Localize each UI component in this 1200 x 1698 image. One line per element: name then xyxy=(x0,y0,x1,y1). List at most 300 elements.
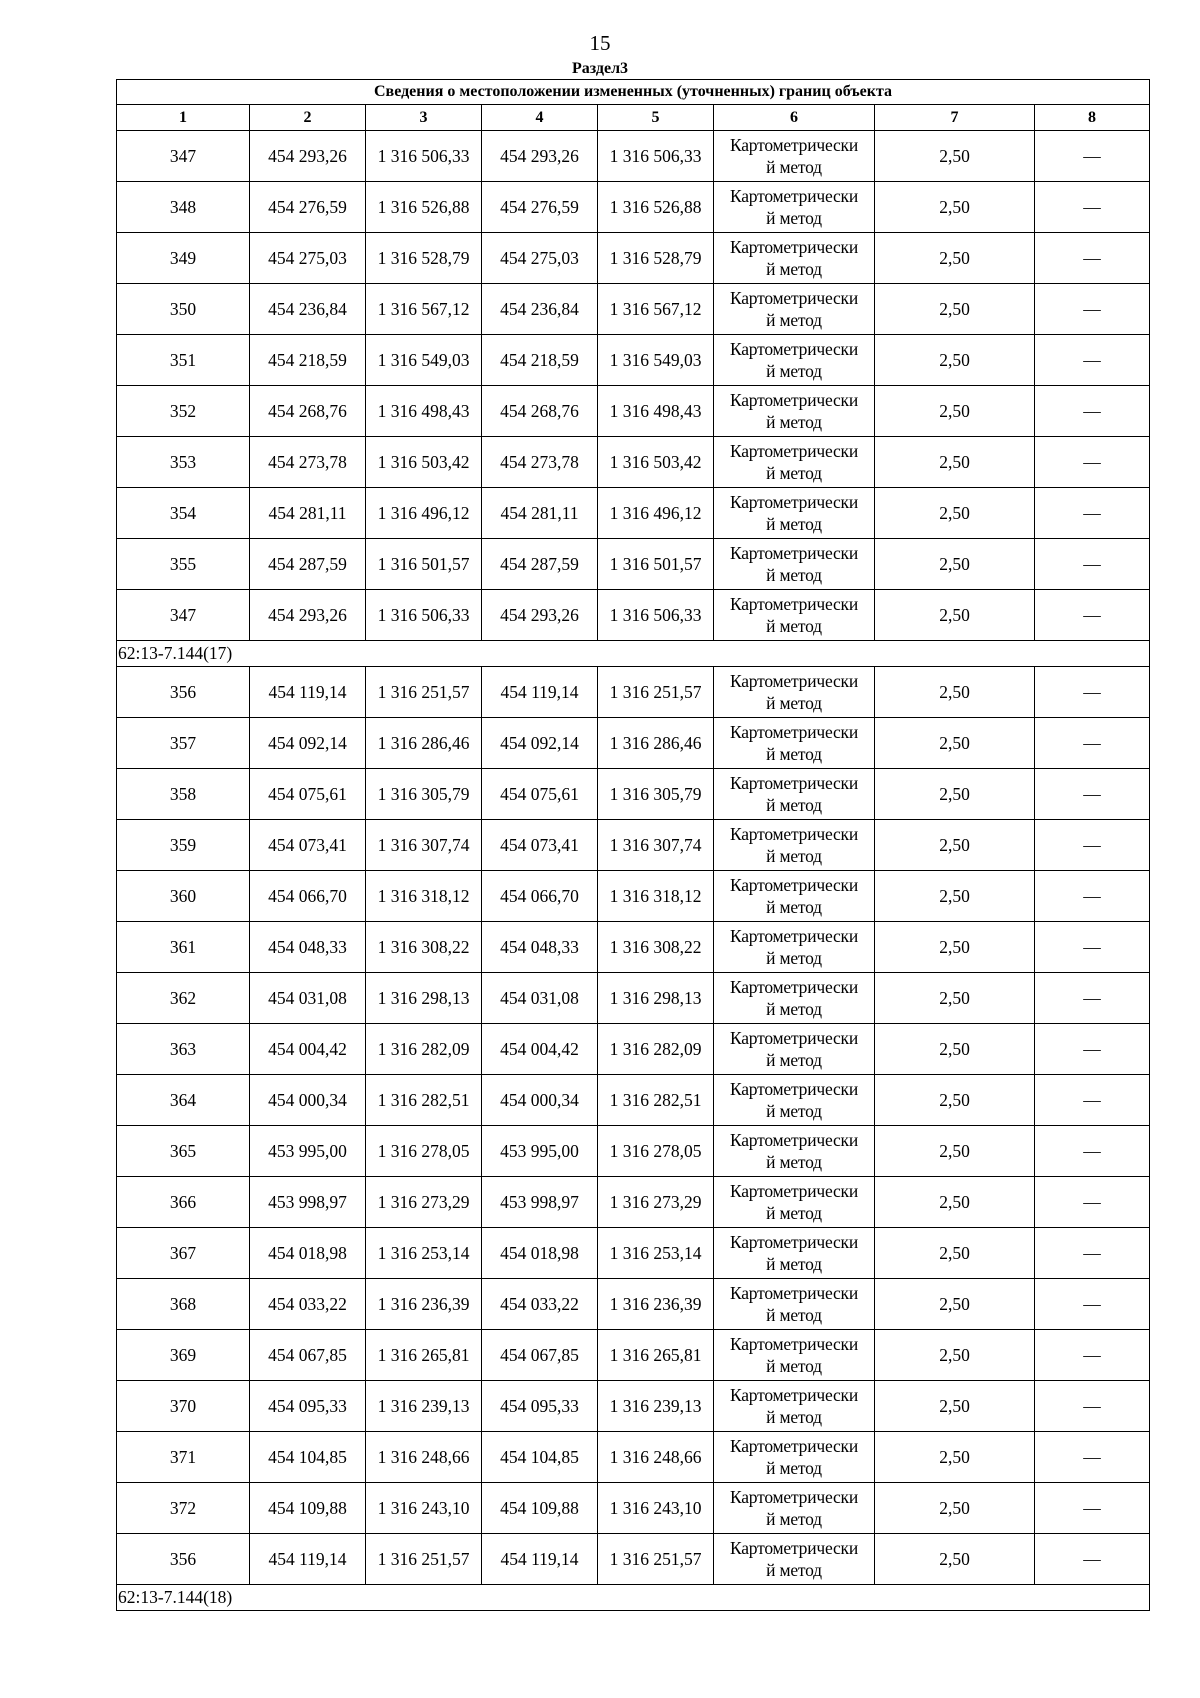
x-new: 454 268,76 xyxy=(482,386,598,437)
table-row xyxy=(117,1432,1150,1483)
accuracy: 2,50 xyxy=(875,539,1035,590)
method-line-1: Картометрически xyxy=(729,1130,859,1150)
method-line-1: Картометрически xyxy=(729,339,859,359)
description: — xyxy=(1035,718,1150,769)
point-number: 347 xyxy=(117,131,250,182)
point-number: 363 xyxy=(117,1024,250,1075)
y-old: 1 316 496,12 xyxy=(366,488,482,539)
x-new: 454 293,26 xyxy=(482,590,598,641)
method-cell xyxy=(714,1279,875,1330)
point-number: 364 xyxy=(117,1075,250,1126)
x-new: 454 033,22 xyxy=(482,1279,598,1330)
x-old: 454 276,59 xyxy=(250,182,366,233)
method-line-2: й метод xyxy=(766,1560,822,1580)
point-number: 372 xyxy=(117,1483,250,1534)
description: — xyxy=(1035,973,1150,1024)
method-line-1: Картометрически xyxy=(729,1385,859,1405)
table-row xyxy=(117,182,1150,233)
method-cell xyxy=(714,1432,875,1483)
method-cell xyxy=(714,590,875,641)
method-cell xyxy=(714,1228,875,1279)
accuracy: 2,50 xyxy=(875,1075,1035,1126)
table-caption: Сведения о местоположении измененных (уточненных) границ объекта xyxy=(117,80,1150,105)
point-number: 358 xyxy=(117,769,250,820)
y-old: 1 316 549,03 xyxy=(366,335,482,386)
description: — xyxy=(1035,1330,1150,1381)
y-new: 1 316 253,14 xyxy=(598,1228,714,1279)
accuracy: 2,50 xyxy=(875,1279,1035,1330)
y-old: 1 316 278,05 xyxy=(366,1126,482,1177)
accuracy: 2,50 xyxy=(875,1483,1035,1534)
y-new: 1 316 506,33 xyxy=(598,590,714,641)
x-old: 454 000,34 xyxy=(250,1075,366,1126)
table-row xyxy=(117,1279,1150,1330)
method-line-1: Картометрически xyxy=(729,1538,859,1558)
boundary-table xyxy=(116,79,1150,1611)
y-new: 1 316 278,05 xyxy=(598,1126,714,1177)
column-number: 3 xyxy=(366,105,482,131)
x-new: 454 119,14 xyxy=(482,667,598,718)
x-old: 454 281,11 xyxy=(250,488,366,539)
x-old: 454 287,59 xyxy=(250,539,366,590)
y-old: 1 316 253,14 xyxy=(366,1228,482,1279)
description: — xyxy=(1035,437,1150,488)
table-row xyxy=(117,539,1150,590)
x-new: 454 066,70 xyxy=(482,871,598,922)
group-label: 62:13-7.144(18) xyxy=(117,1585,1150,1611)
x-old: 454 109,88 xyxy=(250,1483,366,1534)
y-new: 1 316 282,09 xyxy=(598,1024,714,1075)
method-line-1: Картометрически xyxy=(729,186,859,206)
x-new: 454 073,41 xyxy=(482,820,598,871)
x-old: 454 268,76 xyxy=(250,386,366,437)
table-row xyxy=(117,386,1150,437)
x-new: 453 995,00 xyxy=(482,1126,598,1177)
accuracy: 2,50 xyxy=(875,769,1035,820)
method-cell xyxy=(714,820,875,871)
method-line-1: Картометрически xyxy=(729,1181,859,1201)
y-new: 1 316 298,13 xyxy=(598,973,714,1024)
method-cell xyxy=(714,1024,875,1075)
description: — xyxy=(1035,1075,1150,1126)
x-old: 453 998,97 xyxy=(250,1177,366,1228)
y-old: 1 316 265,81 xyxy=(366,1330,482,1381)
accuracy: 2,50 xyxy=(875,131,1035,182)
y-new: 1 316 567,12 xyxy=(598,284,714,335)
method-cell xyxy=(714,488,875,539)
point-number: 367 xyxy=(117,1228,250,1279)
x-old: 454 104,85 xyxy=(250,1432,366,1483)
method-line-1: Картометрически xyxy=(729,237,859,257)
table-row xyxy=(117,1381,1150,1432)
point-number: 356 xyxy=(117,1534,250,1585)
y-new: 1 316 239,13 xyxy=(598,1381,714,1432)
column-number: 6 xyxy=(714,105,875,131)
method-line-2: й метод xyxy=(766,999,822,1019)
table-row xyxy=(117,718,1150,769)
method-cell xyxy=(714,182,875,233)
point-number: 351 xyxy=(117,335,250,386)
y-old: 1 316 251,57 xyxy=(366,667,482,718)
method-cell xyxy=(714,973,875,1024)
method-line-1: Картометрически xyxy=(729,977,859,997)
method-cell xyxy=(714,386,875,437)
x-new: 454 031,08 xyxy=(482,973,598,1024)
table-row xyxy=(117,233,1150,284)
accuracy: 2,50 xyxy=(875,1534,1035,1585)
point-number: 356 xyxy=(117,667,250,718)
y-old: 1 316 298,13 xyxy=(366,973,482,1024)
x-new: 454 018,98 xyxy=(482,1228,598,1279)
method-cell xyxy=(714,233,875,284)
group-row xyxy=(117,1585,1150,1611)
method-line-2: й метод xyxy=(766,616,822,636)
y-new: 1 316 503,42 xyxy=(598,437,714,488)
x-new: 454 276,59 xyxy=(482,182,598,233)
point-number: 350 xyxy=(117,284,250,335)
y-old: 1 316 286,46 xyxy=(366,718,482,769)
accuracy: 2,50 xyxy=(875,335,1035,386)
point-number: 357 xyxy=(117,718,250,769)
method-line-2: й метод xyxy=(766,1050,822,1070)
description: — xyxy=(1035,335,1150,386)
description: — xyxy=(1035,131,1150,182)
table-row xyxy=(117,1228,1150,1279)
accuracy: 2,50 xyxy=(875,437,1035,488)
point-number: 371 xyxy=(117,1432,250,1483)
table-row xyxy=(117,1330,1150,1381)
method-line-2: й метод xyxy=(766,1152,822,1172)
x-old: 454 236,84 xyxy=(250,284,366,335)
description: — xyxy=(1035,386,1150,437)
description: — xyxy=(1035,1534,1150,1585)
column-number-row xyxy=(117,105,1150,131)
accuracy: 2,50 xyxy=(875,820,1035,871)
x-new: 454 287,59 xyxy=(482,539,598,590)
y-new: 1 316 318,12 xyxy=(598,871,714,922)
point-number: 360 xyxy=(117,871,250,922)
y-new: 1 316 273,29 xyxy=(598,1177,714,1228)
method-cell xyxy=(714,667,875,718)
method-cell xyxy=(714,539,875,590)
method-line-1: Картометрически xyxy=(729,1232,859,1252)
y-old: 1 316 308,22 xyxy=(366,922,482,973)
x-new: 454 048,33 xyxy=(482,922,598,973)
column-number: 8 xyxy=(1035,105,1150,131)
description: — xyxy=(1035,769,1150,820)
method-cell xyxy=(714,131,875,182)
x-old: 454 073,41 xyxy=(250,820,366,871)
table-row xyxy=(117,769,1150,820)
x-old: 454 018,98 xyxy=(250,1228,366,1279)
table-row xyxy=(117,590,1150,641)
method-line-1: Картометрически xyxy=(729,1079,859,1099)
group-row xyxy=(117,641,1150,667)
accuracy: 2,50 xyxy=(875,1381,1035,1432)
description: — xyxy=(1035,1228,1150,1279)
method-line-2: й метод xyxy=(766,1101,822,1121)
x-new: 454 095,33 xyxy=(482,1381,598,1432)
method-line-2: й метод xyxy=(766,1407,822,1427)
y-old: 1 316 282,51 xyxy=(366,1075,482,1126)
method-line-2: й метод xyxy=(766,259,822,279)
description: — xyxy=(1035,820,1150,871)
accuracy: 2,50 xyxy=(875,1024,1035,1075)
method-line-2: й метод xyxy=(766,1509,822,1529)
x-old: 454 067,85 xyxy=(250,1330,366,1381)
point-number: 353 xyxy=(117,437,250,488)
accuracy: 2,50 xyxy=(875,386,1035,437)
point-number: 370 xyxy=(117,1381,250,1432)
column-number: 5 xyxy=(598,105,714,131)
x-old: 454 066,70 xyxy=(250,871,366,922)
method-cell xyxy=(714,871,875,922)
method-line-2: й метод xyxy=(766,1458,822,1478)
x-old: 454 273,78 xyxy=(250,437,366,488)
x-old: 454 031,08 xyxy=(250,973,366,1024)
point-number: 347 xyxy=(117,590,250,641)
method-line-2: й метод xyxy=(766,897,822,917)
table-row xyxy=(117,1534,1150,1585)
y-old: 1 316 305,79 xyxy=(366,769,482,820)
x-old: 454 095,33 xyxy=(250,1381,366,1432)
x-old: 454 275,03 xyxy=(250,233,366,284)
accuracy: 2,50 xyxy=(875,667,1035,718)
table-row xyxy=(117,973,1150,1024)
table-row xyxy=(117,667,1150,718)
table-row xyxy=(117,488,1150,539)
y-new: 1 316 236,39 xyxy=(598,1279,714,1330)
description: — xyxy=(1035,539,1150,590)
y-new: 1 316 251,57 xyxy=(598,1534,714,1585)
table-row xyxy=(117,131,1150,182)
accuracy: 2,50 xyxy=(875,590,1035,641)
x-old: 454 048,33 xyxy=(250,922,366,973)
y-old: 1 316 498,43 xyxy=(366,386,482,437)
description: — xyxy=(1035,233,1150,284)
method-line-2: й метод xyxy=(766,948,822,968)
y-old: 1 316 526,88 xyxy=(366,182,482,233)
point-number: 362 xyxy=(117,973,250,1024)
description: — xyxy=(1035,1483,1150,1534)
accuracy: 2,50 xyxy=(875,182,1035,233)
x-new: 454 293,26 xyxy=(482,131,598,182)
x-old: 454 119,14 xyxy=(250,667,366,718)
y-new: 1 316 498,43 xyxy=(598,386,714,437)
x-old: 454 004,42 xyxy=(250,1024,366,1075)
column-number: 4 xyxy=(482,105,598,131)
accuracy: 2,50 xyxy=(875,1177,1035,1228)
table-body xyxy=(117,80,1150,1611)
method-line-1: Картометрически xyxy=(729,1334,859,1354)
section-title: Раздел3 xyxy=(571,60,629,77)
table-row xyxy=(117,284,1150,335)
y-old: 1 316 273,29 xyxy=(366,1177,482,1228)
method-line-2: й метод xyxy=(766,1254,822,1274)
y-old: 1 316 236,39 xyxy=(366,1279,482,1330)
x-new: 453 998,97 xyxy=(482,1177,598,1228)
description: — xyxy=(1035,871,1150,922)
accuracy: 2,50 xyxy=(875,1330,1035,1381)
method-line-2: й метод xyxy=(766,1356,822,1376)
y-old: 1 316 251,57 xyxy=(366,1534,482,1585)
method-line-1: Картометрически xyxy=(729,1487,859,1507)
x-new: 454 109,88 xyxy=(482,1483,598,1534)
x-new: 454 067,85 xyxy=(482,1330,598,1381)
table-row xyxy=(117,437,1150,488)
x-old: 453 995,00 xyxy=(250,1126,366,1177)
column-number: 1 xyxy=(117,105,250,131)
x-old: 454 218,59 xyxy=(250,335,366,386)
method-cell xyxy=(714,437,875,488)
method-line-1: Картометрически xyxy=(729,722,859,742)
y-old: 1 316 503,42 xyxy=(366,437,482,488)
accuracy: 2,50 xyxy=(875,1126,1035,1177)
x-new: 454 273,78 xyxy=(482,437,598,488)
y-new: 1 316 506,33 xyxy=(598,131,714,182)
method-line-1: Картометрически xyxy=(729,135,859,155)
y-old: 1 316 501,57 xyxy=(366,539,482,590)
table-row xyxy=(117,871,1150,922)
method-line-2: й метод xyxy=(766,310,822,330)
y-old: 1 316 567,12 xyxy=(366,284,482,335)
x-old: 454 075,61 xyxy=(250,769,366,820)
method-line-1: Картометрически xyxy=(729,441,859,461)
y-new: 1 316 243,10 xyxy=(598,1483,714,1534)
point-number: 368 xyxy=(117,1279,250,1330)
description: — xyxy=(1035,1279,1150,1330)
method-line-2: й метод xyxy=(766,514,822,534)
x-old: 454 033,22 xyxy=(250,1279,366,1330)
method-line-1: Картометрически xyxy=(729,1283,859,1303)
method-line-1: Картометрически xyxy=(729,543,859,563)
method-cell xyxy=(714,1126,875,1177)
description: — xyxy=(1035,182,1150,233)
point-number: 349 xyxy=(117,233,250,284)
y-old: 1 316 318,12 xyxy=(366,871,482,922)
description: — xyxy=(1035,590,1150,641)
accuracy: 2,50 xyxy=(875,1432,1035,1483)
description: — xyxy=(1035,284,1150,335)
y-new: 1 316 308,22 xyxy=(598,922,714,973)
table-row xyxy=(117,335,1150,386)
accuracy: 2,50 xyxy=(875,284,1035,335)
column-number: 2 xyxy=(250,105,366,131)
y-old: 1 316 506,33 xyxy=(366,590,482,641)
method-cell xyxy=(714,284,875,335)
y-old: 1 316 239,13 xyxy=(366,1381,482,1432)
method-line-2: й метод xyxy=(766,795,822,815)
accuracy: 2,50 xyxy=(875,718,1035,769)
y-new: 1 316 248,66 xyxy=(598,1432,714,1483)
x-new: 454 075,61 xyxy=(482,769,598,820)
method-line-2: й метод xyxy=(766,1305,822,1325)
point-number: 355 xyxy=(117,539,250,590)
point-number: 369 xyxy=(117,1330,250,1381)
table-row xyxy=(117,1075,1150,1126)
method-line-2: й метод xyxy=(766,208,822,228)
point-number: 352 xyxy=(117,386,250,437)
y-new: 1 316 282,51 xyxy=(598,1075,714,1126)
method-line-1: Картометрически xyxy=(729,773,859,793)
table-caption-row xyxy=(117,80,1150,105)
description: — xyxy=(1035,1177,1150,1228)
method-cell xyxy=(714,1483,875,1534)
group-label: 62:13-7.144(17) xyxy=(117,641,1150,667)
y-old: 1 316 528,79 xyxy=(366,233,482,284)
point-number: 359 xyxy=(117,820,250,871)
y-new: 1 316 305,79 xyxy=(598,769,714,820)
method-line-1: Картометрически xyxy=(729,875,859,895)
x-new: 454 281,11 xyxy=(482,488,598,539)
point-number: 361 xyxy=(117,922,250,973)
x-new: 454 004,42 xyxy=(482,1024,598,1075)
method-line-2: й метод xyxy=(766,361,822,381)
table-row xyxy=(117,1126,1150,1177)
method-line-2: й метод xyxy=(766,565,822,585)
method-cell xyxy=(714,1381,875,1432)
y-old: 1 316 243,10 xyxy=(366,1483,482,1534)
method-line-1: Картометрически xyxy=(729,671,859,691)
y-old: 1 316 506,33 xyxy=(366,131,482,182)
method-line-2: й метод xyxy=(766,693,822,713)
description: — xyxy=(1035,922,1150,973)
y-old: 1 316 282,09 xyxy=(366,1024,482,1075)
method-line-1: Картометрически xyxy=(729,1436,859,1456)
x-old: 454 092,14 xyxy=(250,718,366,769)
description: — xyxy=(1035,1024,1150,1075)
table-row xyxy=(117,1024,1150,1075)
method-cell xyxy=(714,1330,875,1381)
x-old: 454 293,26 xyxy=(250,131,366,182)
table-row xyxy=(117,1177,1150,1228)
y-new: 1 316 307,74 xyxy=(598,820,714,871)
accuracy: 2,50 xyxy=(875,233,1035,284)
y-new: 1 316 251,57 xyxy=(598,667,714,718)
method-line-1: Картометрически xyxy=(729,926,859,946)
x-new: 454 119,14 xyxy=(482,1534,598,1585)
x-new: 454 000,34 xyxy=(482,1075,598,1126)
x-old: 454 293,26 xyxy=(250,590,366,641)
accuracy: 2,50 xyxy=(875,871,1035,922)
x-new: 454 236,84 xyxy=(482,284,598,335)
y-new: 1 316 286,46 xyxy=(598,718,714,769)
table-row xyxy=(117,922,1150,973)
table-row xyxy=(117,820,1150,871)
y-new: 1 316 528,79 xyxy=(598,233,714,284)
y-new: 1 316 496,12 xyxy=(598,488,714,539)
y-new: 1 316 526,88 xyxy=(598,182,714,233)
method-line-1: Картометрически xyxy=(729,1028,859,1048)
method-line-2: й метод xyxy=(766,744,822,764)
point-number: 348 xyxy=(117,182,250,233)
method-line-2: й метод xyxy=(766,1203,822,1223)
x-new: 454 104,85 xyxy=(482,1432,598,1483)
method-line-1: Картометрически xyxy=(729,390,859,410)
method-cell xyxy=(714,1534,875,1585)
method-line-1: Картометрически xyxy=(729,492,859,512)
y-new: 1 316 549,03 xyxy=(598,335,714,386)
description: — xyxy=(1035,667,1150,718)
method-cell xyxy=(714,1177,875,1228)
method-line-2: й метод xyxy=(766,463,822,483)
table-row xyxy=(117,1483,1150,1534)
y-old: 1 316 248,66 xyxy=(366,1432,482,1483)
point-number: 365 xyxy=(117,1126,250,1177)
method-cell xyxy=(714,335,875,386)
method-cell xyxy=(714,718,875,769)
description: — xyxy=(1035,1432,1150,1483)
